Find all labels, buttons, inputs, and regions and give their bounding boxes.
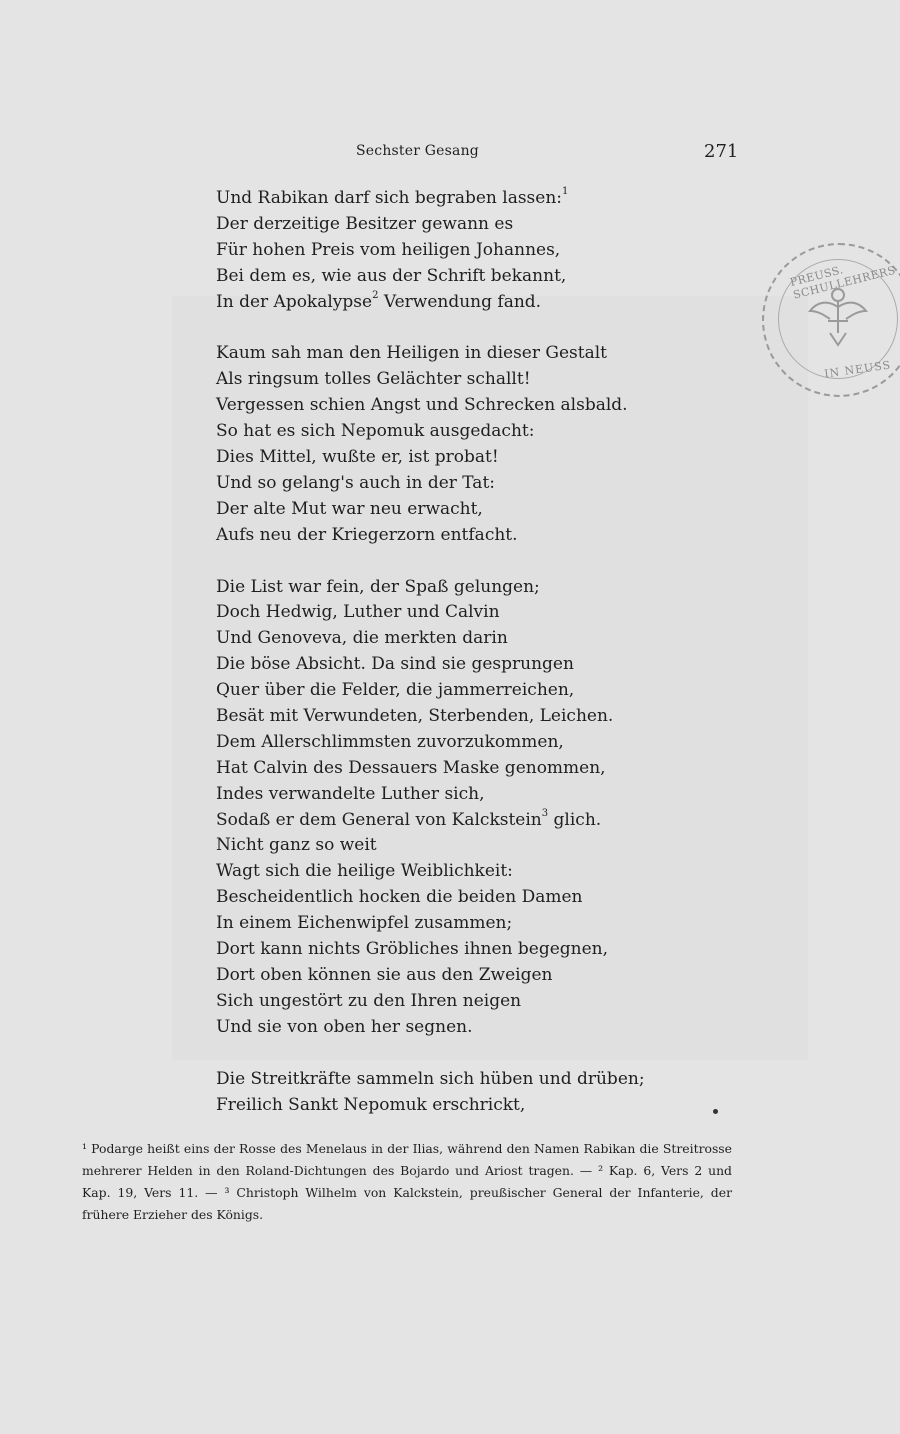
ink-dot [713, 1109, 718, 1114]
poem-line [216, 186, 776, 212]
line-text: In einem Eichenwipfel zusammen; [216, 913, 513, 934]
line-text: Der alte Mut war neu erwacht, [216, 498, 483, 519]
line-text: Und so gelang's auch in der Tat: [216, 472, 496, 493]
poem-line [216, 963, 776, 989]
line-text: Dort kann nichts Gröbliches ihnen begegnen, [216, 939, 609, 960]
line-text: Dem Allerschlimmsten zuvorzukommen, [216, 731, 564, 752]
stanza [216, 186, 776, 315]
poem-line [216, 859, 776, 885]
line-text: Indes verwandelte Luther sich, [216, 783, 485, 804]
footnote-marker: 1 [562, 186, 569, 198]
poem-line [216, 756, 776, 782]
line-text: Doch Hedwig, Luther und Calvin [216, 602, 500, 623]
line-text: So hat es sich Nepomuk ausgedacht: [216, 421, 535, 442]
line-text: Sodaß er dem General von Kalckstein [216, 809, 542, 830]
line-text: Aufs neu der Kriegerzorn entfacht. [216, 524, 518, 545]
page-number: 271 [704, 141, 739, 162]
poem-line [216, 600, 776, 626]
line-text: Die List war fein, der Spaß gelungen; [216, 576, 540, 597]
poem-line [216, 1067, 776, 1093]
line-text-continued: Verwendung fand. [378, 291, 542, 312]
line-text: Quer über die Felder, die jammerreichen, [216, 680, 575, 701]
poem-line [216, 808, 776, 834]
line-text: Die Streitkräfte sammeln sich hüben und drüben; [216, 1068, 645, 1089]
line-text: Für hohen Preis vom heiligen Johannes, [216, 239, 561, 260]
poem-line [216, 290, 776, 316]
poem-line [216, 341, 776, 367]
poem-line [216, 833, 776, 859]
line-text: In der Apokalypse [216, 291, 373, 312]
line-text: Bei dem es, wie aus der Schrift bekannt, [216, 265, 567, 286]
line-text-continued: glich. [548, 809, 602, 830]
line-text: Hat Calvin des Dessauers Maske genommen, [216, 757, 606, 778]
poem-line [216, 238, 776, 264]
poem-line [216, 989, 776, 1015]
line-text: Kaum sah man den Heiligen in dieser Gestalt [216, 343, 607, 364]
poem-line [216, 704, 776, 730]
poem-line [216, 212, 776, 238]
line-text: Wagt sich die heilige Weiblichkeit: [216, 861, 513, 882]
line-text: Der derzeitige Besitzer gewann es [216, 213, 514, 234]
stanza [216, 1067, 776, 1119]
poem-line [216, 367, 776, 393]
poem-line [216, 885, 776, 911]
footnote-marker: 3 [541, 807, 549, 819]
line-text: Besät mit Verwundeten, Sterbenden, Leichen. [216, 706, 614, 727]
line-text: Freilich Sankt Nepomuk erschrickt, [216, 1094, 526, 1115]
line-text: Und Genoveva, die merkten darin [216, 628, 508, 649]
poem-line [216, 1093, 776, 1119]
poem-line [216, 911, 776, 937]
poem-line [216, 1015, 776, 1041]
line-text: Als ringsum tolles Gelächter schallt! [216, 369, 531, 390]
line-text: Sich ungestört zu den Ihren neigen [216, 990, 522, 1011]
poem-line [216, 264, 776, 290]
poem-line [216, 730, 776, 756]
poem-line [216, 393, 776, 419]
poem-line [216, 782, 776, 808]
line-text: Bescheidentlich hocken die beiden Damen [216, 887, 583, 908]
footnotes: ¹ Podarge heißt eins der Rosse des Menelaus in der Ilias, während den Namen Rabikan die Streitrosse mehrerer Helden in den Roland-Dichtungen des Bojardo und Ariost tragen. — ² Kap. 6, Vers 2 und Kap. 19, Vers 11. — ³ Christoph Wilhelm von Kalckstein, preußischer General der Infanterie, der frühere Erzieher des Königs. [82, 1141, 732, 1222]
poem-line [216, 678, 776, 704]
line-text: Und sie von oben her segnen. [216, 1016, 473, 1037]
line-text: Die böse Absicht. Da sind sie gesprungen [216, 654, 574, 675]
stanza [216, 575, 776, 1041]
stanza-gap [216, 1041, 776, 1067]
line-text: Vergessen schien Angst und Schrecken alsbald. [216, 395, 628, 416]
poem-line [216, 445, 776, 471]
footnote-marker: 2 [372, 289, 379, 301]
poem-line [216, 471, 776, 497]
stamp-bottom-text: IN NEUSS [823, 358, 892, 381]
poem-line [216, 575, 776, 601]
poem-line [216, 652, 776, 678]
stanza-gap [216, 549, 776, 575]
stanza-gap [216, 315, 776, 341]
eagle-icon [808, 281, 868, 351]
line-text: Nicht ganz so weit [216, 835, 377, 856]
poem-line [216, 419, 776, 445]
poem-line [216, 937, 776, 963]
poem-line [216, 497, 776, 523]
poem-body [216, 186, 776, 1118]
stanza [216, 341, 776, 548]
line-text: Dies Mittel, wußte er, ist probat! [216, 447, 499, 468]
stamp-top-text: PREUSS. SCHULLEHRERS [788, 263, 898, 302]
line-text: Dort oben können sie aus den Zweigen [216, 964, 553, 985]
line-text: Und Rabikan darf sich begraben lassen: [216, 188, 563, 208]
poem-line [216, 523, 776, 549]
poem-line [216, 626, 776, 652]
running-head: Sechster Gesang [356, 143, 479, 159]
